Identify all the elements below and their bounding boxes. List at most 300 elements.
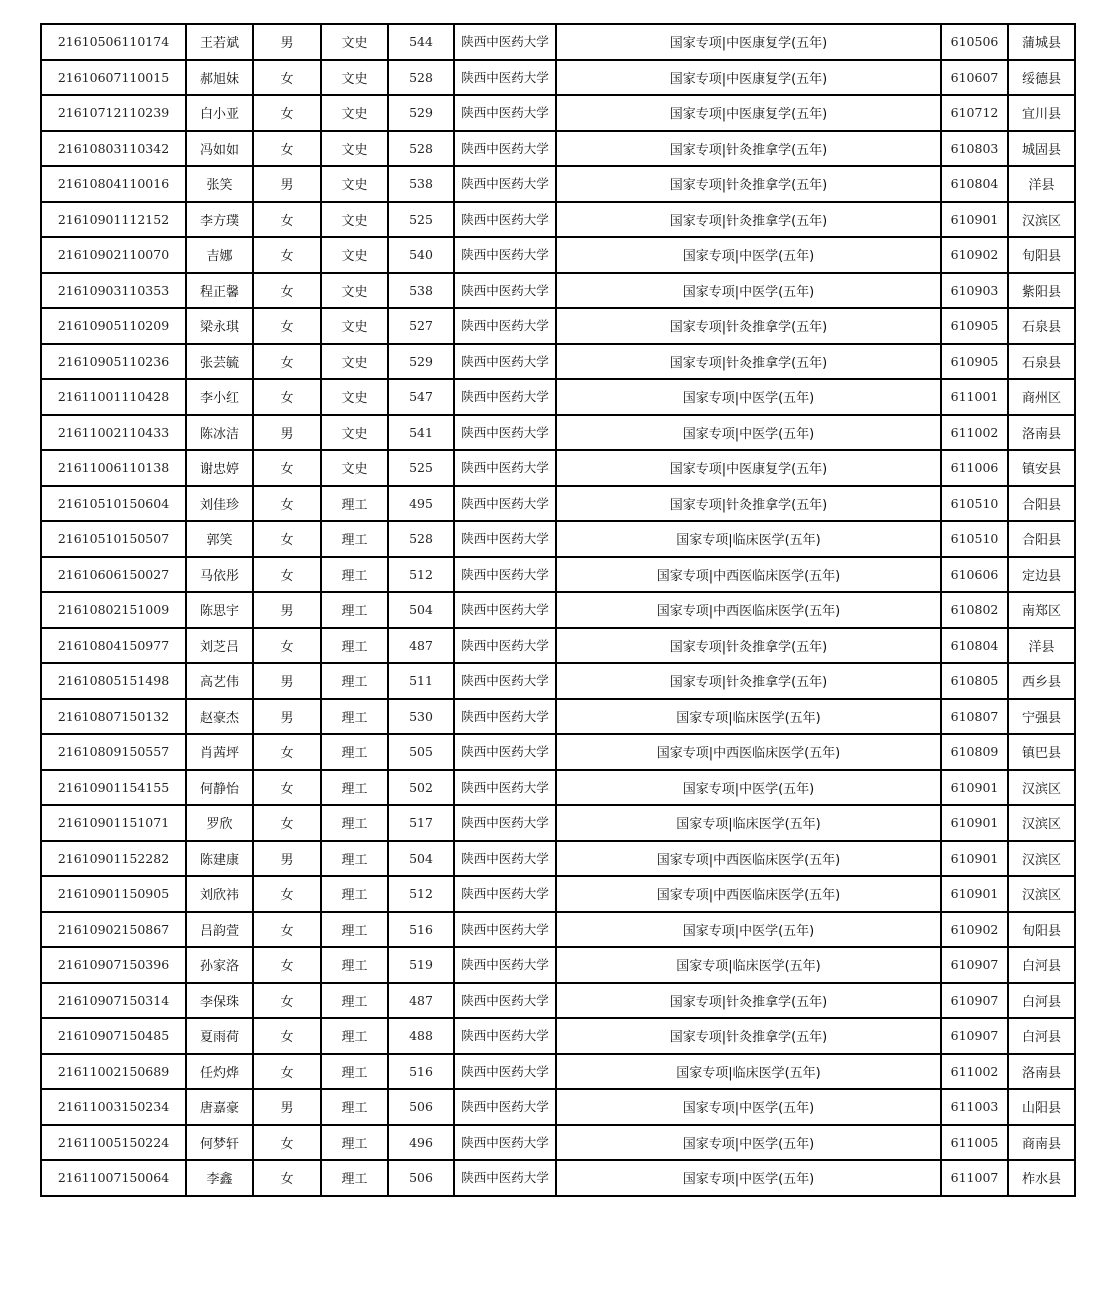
table-row	[41, 379, 1075, 415]
subject-category-cell: 文史	[321, 95, 388, 131]
subject-category-cell: 文史	[321, 60, 388, 96]
university-cell: 陕西中医药大学	[454, 983, 556, 1019]
table-row	[41, 841, 1075, 877]
subject-category-cell: 文史	[321, 308, 388, 344]
student-name-cell: 任灼烨	[186, 1054, 253, 1090]
student-name-cell: 陈冰洁	[186, 415, 253, 451]
subject-category-cell: 文史	[321, 237, 388, 273]
table-row	[41, 486, 1075, 522]
exam-id-cell: 21610510150507	[41, 521, 186, 557]
gender-cell: 女	[253, 805, 321, 841]
county-cell: 白河县	[1008, 1018, 1075, 1054]
student-name-cell: 夏雨荷	[186, 1018, 253, 1054]
major-cell: 国家专项|中西医临床医学(五年)	[556, 592, 941, 628]
student-name-cell: 何静怡	[186, 770, 253, 806]
gender-cell: 男	[253, 699, 321, 735]
score-cell: 495	[388, 486, 454, 522]
score-cell: 504	[388, 592, 454, 628]
major-cell: 国家专项|中医康复学(五年)	[556, 450, 941, 486]
student-name-cell: 陈建康	[186, 841, 253, 877]
subject-category-cell: 理工	[321, 628, 388, 664]
university-cell: 陕西中医药大学	[454, 379, 556, 415]
gender-cell: 女	[253, 1160, 321, 1196]
county-cell: 汉滨区	[1008, 805, 1075, 841]
student-name-cell: 李鑫	[186, 1160, 253, 1196]
region-code-cell: 610902	[941, 237, 1008, 273]
region-code-cell: 611005	[941, 1125, 1008, 1161]
university-cell: 陕西中医药大学	[454, 95, 556, 131]
county-cell: 白河县	[1008, 947, 1075, 983]
university-cell: 陕西中医药大学	[454, 912, 556, 948]
student-name-cell: 刘佳珍	[186, 486, 253, 522]
county-cell: 柞水县	[1008, 1160, 1075, 1196]
exam-id-cell: 21610809150557	[41, 734, 186, 770]
student-name-cell: 王若斌	[186, 24, 253, 60]
gender-cell: 男	[253, 663, 321, 699]
subject-category-cell: 理工	[321, 1018, 388, 1054]
subject-category-cell: 理工	[321, 947, 388, 983]
score-cell: 544	[388, 24, 454, 60]
student-name-cell: 冯如如	[186, 131, 253, 167]
gender-cell: 女	[253, 486, 321, 522]
exam-id-cell: 21610805151498	[41, 663, 186, 699]
university-cell: 陕西中医药大学	[454, 841, 556, 877]
exam-id-cell: 21610803110342	[41, 131, 186, 167]
student-name-cell: 肖茜坪	[186, 734, 253, 770]
university-cell: 陕西中医药大学	[454, 734, 556, 770]
subject-category-cell: 文史	[321, 202, 388, 238]
subject-category-cell: 理工	[321, 1089, 388, 1125]
gender-cell: 男	[253, 1089, 321, 1125]
exam-id-cell: 21610905110209	[41, 308, 186, 344]
table-row	[41, 628, 1075, 664]
table-row	[41, 415, 1075, 451]
county-cell: 汉滨区	[1008, 770, 1075, 806]
gender-cell: 女	[253, 95, 321, 131]
county-cell: 合阳县	[1008, 521, 1075, 557]
county-cell: 山阳县	[1008, 1089, 1075, 1125]
subject-category-cell: 文史	[321, 450, 388, 486]
county-cell: 镇巴县	[1008, 734, 1075, 770]
subject-category-cell: 理工	[321, 841, 388, 877]
score-cell: 496	[388, 1125, 454, 1161]
county-cell: 旬阳县	[1008, 237, 1075, 273]
score-cell: 525	[388, 450, 454, 486]
score-cell: 530	[388, 699, 454, 735]
region-code-cell: 610809	[941, 734, 1008, 770]
major-cell: 国家专项|针灸推拿学(五年)	[556, 1018, 941, 1054]
table-row	[41, 805, 1075, 841]
student-name-cell: 程正馨	[186, 273, 253, 309]
university-cell: 陕西中医药大学	[454, 308, 556, 344]
table-row	[41, 557, 1075, 593]
subject-category-cell: 理工	[321, 557, 388, 593]
gender-cell: 女	[253, 379, 321, 415]
student-name-cell: 高艺伟	[186, 663, 253, 699]
admission-table	[40, 23, 1076, 1197]
university-cell: 陕西中医药大学	[454, 947, 556, 983]
score-cell: 541	[388, 415, 454, 451]
university-cell: 陕西中医药大学	[454, 1054, 556, 1090]
subject-category-cell: 理工	[321, 1125, 388, 1161]
table-row	[41, 663, 1075, 699]
major-cell: 国家专项|中医学(五年)	[556, 273, 941, 309]
gender-cell: 女	[253, 60, 321, 96]
region-code-cell: 610510	[941, 486, 1008, 522]
county-cell: 宜川县	[1008, 95, 1075, 131]
score-cell: 525	[388, 202, 454, 238]
university-cell: 陕西中医药大学	[454, 876, 556, 912]
student-name-cell: 马依彤	[186, 557, 253, 593]
subject-category-cell: 文史	[321, 379, 388, 415]
subject-category-cell: 文史	[321, 24, 388, 60]
exam-id-cell: 21610807150132	[41, 699, 186, 735]
region-code-cell: 610804	[941, 166, 1008, 202]
exam-id-cell: 21610901152282	[41, 841, 186, 877]
region-code-cell: 610807	[941, 699, 1008, 735]
exam-id-cell: 21610901150905	[41, 876, 186, 912]
gender-cell: 女	[253, 273, 321, 309]
exam-id-cell: 21611005150224	[41, 1125, 186, 1161]
region-code-cell: 610510	[941, 521, 1008, 557]
university-cell: 陕西中医药大学	[454, 237, 556, 273]
score-cell: 528	[388, 521, 454, 557]
subject-category-cell: 理工	[321, 1160, 388, 1196]
score-cell: 504	[388, 841, 454, 877]
score-cell: 502	[388, 770, 454, 806]
table-row	[41, 95, 1075, 131]
region-code-cell: 610804	[941, 628, 1008, 664]
subject-category-cell: 理工	[321, 805, 388, 841]
score-cell: 512	[388, 557, 454, 593]
table-row	[41, 308, 1075, 344]
exam-id-cell: 21610712110239	[41, 95, 186, 131]
gender-cell: 女	[253, 947, 321, 983]
county-cell: 洛南县	[1008, 1054, 1075, 1090]
region-code-cell: 610606	[941, 557, 1008, 593]
student-name-cell: 李保珠	[186, 983, 253, 1019]
exam-id-cell: 21610506110174	[41, 24, 186, 60]
score-cell: 538	[388, 273, 454, 309]
major-cell: 国家专项|针灸推拿学(五年)	[556, 663, 941, 699]
university-cell: 陕西中医药大学	[454, 1160, 556, 1196]
exam-id-cell: 21610802151009	[41, 592, 186, 628]
county-cell: 定边县	[1008, 557, 1075, 593]
table-row	[41, 131, 1075, 167]
region-code-cell: 610901	[941, 202, 1008, 238]
major-cell: 国家专项|临床医学(五年)	[556, 699, 941, 735]
university-cell: 陕西中医药大学	[454, 557, 556, 593]
gender-cell: 女	[253, 912, 321, 948]
gender-cell: 男	[253, 24, 321, 60]
gender-cell: 女	[253, 557, 321, 593]
major-cell: 国家专项|中医学(五年)	[556, 379, 941, 415]
table-row	[41, 60, 1075, 96]
score-cell: 512	[388, 876, 454, 912]
gender-cell: 女	[253, 983, 321, 1019]
exam-id-cell: 21611007150064	[41, 1160, 186, 1196]
major-cell: 国家专项|中医学(五年)	[556, 1125, 941, 1161]
exam-id-cell: 21611006110138	[41, 450, 186, 486]
major-cell: 国家专项|中西医临床医学(五年)	[556, 734, 941, 770]
region-code-cell: 611002	[941, 415, 1008, 451]
exam-id-cell: 21610905110236	[41, 344, 186, 380]
exam-id-cell: 21610901151071	[41, 805, 186, 841]
region-code-cell: 610805	[941, 663, 1008, 699]
university-cell: 陕西中医药大学	[454, 805, 556, 841]
county-cell: 城固县	[1008, 131, 1075, 167]
table-row	[41, 770, 1075, 806]
gender-cell: 男	[253, 415, 321, 451]
county-cell: 汉滨区	[1008, 841, 1075, 877]
exam-id-cell: 21610902110070	[41, 237, 186, 273]
gender-cell: 男	[253, 166, 321, 202]
region-code-cell: 610802	[941, 592, 1008, 628]
table-row	[41, 1089, 1075, 1125]
subject-category-cell: 理工	[321, 734, 388, 770]
student-name-cell: 陈思宇	[186, 592, 253, 628]
region-code-cell: 611007	[941, 1160, 1008, 1196]
region-code-cell: 611002	[941, 1054, 1008, 1090]
table-row	[41, 202, 1075, 238]
subject-category-cell: 理工	[321, 592, 388, 628]
subject-category-cell: 理工	[321, 521, 388, 557]
major-cell: 国家专项|中西医临床医学(五年)	[556, 557, 941, 593]
major-cell: 国家专项|中医康复学(五年)	[556, 60, 941, 96]
university-cell: 陕西中医药大学	[454, 592, 556, 628]
major-cell: 国家专项|中西医临床医学(五年)	[556, 876, 941, 912]
table-row	[41, 166, 1075, 202]
university-cell: 陕西中医药大学	[454, 521, 556, 557]
major-cell: 国家专项|临床医学(五年)	[556, 1054, 941, 1090]
region-code-cell: 610907	[941, 1018, 1008, 1054]
county-cell: 石泉县	[1008, 308, 1075, 344]
table-row	[41, 876, 1075, 912]
exam-id-cell: 21610907150314	[41, 983, 186, 1019]
gender-cell: 女	[253, 308, 321, 344]
region-code-cell: 610907	[941, 947, 1008, 983]
gender-cell: 女	[253, 521, 321, 557]
county-cell: 汉滨区	[1008, 876, 1075, 912]
county-cell: 商南县	[1008, 1125, 1075, 1161]
subject-category-cell: 理工	[321, 663, 388, 699]
university-cell: 陕西中医药大学	[454, 1089, 556, 1125]
region-code-cell: 610607	[941, 60, 1008, 96]
student-name-cell: 郭笑	[186, 521, 253, 557]
region-code-cell: 610905	[941, 344, 1008, 380]
major-cell: 国家专项|针灸推拿学(五年)	[556, 628, 941, 664]
county-cell: 商州区	[1008, 379, 1075, 415]
score-cell: 529	[388, 95, 454, 131]
table-row	[41, 912, 1075, 948]
subject-category-cell: 文史	[321, 131, 388, 167]
table-row	[41, 237, 1075, 273]
region-code-cell: 611006	[941, 450, 1008, 486]
student-name-cell: 李小红	[186, 379, 253, 415]
subject-category-cell: 理工	[321, 983, 388, 1019]
score-cell: 487	[388, 628, 454, 664]
region-code-cell: 611003	[941, 1089, 1008, 1125]
subject-category-cell: 理工	[321, 912, 388, 948]
university-cell: 陕西中医药大学	[454, 1125, 556, 1161]
gender-cell: 女	[253, 202, 321, 238]
region-code-cell: 610712	[941, 95, 1008, 131]
county-cell: 石泉县	[1008, 344, 1075, 380]
region-code-cell: 610907	[941, 983, 1008, 1019]
major-cell: 国家专项|针灸推拿学(五年)	[556, 486, 941, 522]
gender-cell: 女	[253, 450, 321, 486]
table-row	[41, 344, 1075, 380]
county-cell: 宁强县	[1008, 699, 1075, 735]
subject-category-cell: 文史	[321, 415, 388, 451]
major-cell: 国家专项|中医学(五年)	[556, 237, 941, 273]
major-cell: 国家专项|中医康复学(五年)	[556, 95, 941, 131]
university-cell: 陕西中医药大学	[454, 628, 556, 664]
major-cell: 国家专项|中医学(五年)	[556, 912, 941, 948]
gender-cell: 女	[253, 131, 321, 167]
table-row	[41, 734, 1075, 770]
region-code-cell: 610902	[941, 912, 1008, 948]
county-cell: 旬阳县	[1008, 912, 1075, 948]
university-cell: 陕西中医药大学	[454, 131, 556, 167]
table-row	[41, 1160, 1075, 1196]
county-cell: 合阳县	[1008, 486, 1075, 522]
student-name-cell: 刘欣祎	[186, 876, 253, 912]
major-cell: 国家专项|针灸推拿学(五年)	[556, 344, 941, 380]
table-row	[41, 983, 1075, 1019]
exam-id-cell: 21610607110015	[41, 60, 186, 96]
score-cell: 488	[388, 1018, 454, 1054]
gender-cell: 女	[253, 1018, 321, 1054]
subject-category-cell: 理工	[321, 1054, 388, 1090]
exam-id-cell: 21611002110433	[41, 415, 186, 451]
region-code-cell: 610901	[941, 876, 1008, 912]
exam-id-cell: 21610901154155	[41, 770, 186, 806]
major-cell: 国家专项|针灸推拿学(五年)	[556, 308, 941, 344]
table-row	[41, 947, 1075, 983]
exam-id-cell: 21610903110353	[41, 273, 186, 309]
student-name-cell: 张笑	[186, 166, 253, 202]
region-code-cell: 611001	[941, 379, 1008, 415]
score-cell: 528	[388, 60, 454, 96]
major-cell: 国家专项|临床医学(五年)	[556, 805, 941, 841]
score-cell: 511	[388, 663, 454, 699]
university-cell: 陕西中医药大学	[454, 699, 556, 735]
university-cell: 陕西中医药大学	[454, 24, 556, 60]
gender-cell: 女	[253, 876, 321, 912]
score-cell: 547	[388, 379, 454, 415]
university-cell: 陕西中医药大学	[454, 1018, 556, 1054]
score-cell: 529	[388, 344, 454, 380]
major-cell: 国家专项|临床医学(五年)	[556, 521, 941, 557]
exam-id-cell: 21610804110016	[41, 166, 186, 202]
gender-cell: 女	[253, 1054, 321, 1090]
university-cell: 陕西中医药大学	[454, 60, 556, 96]
student-name-cell: 赵豪杰	[186, 699, 253, 735]
county-cell: 绥德县	[1008, 60, 1075, 96]
region-code-cell: 610901	[941, 770, 1008, 806]
student-name-cell: 白小亚	[186, 95, 253, 131]
major-cell: 国家专项|中医康复学(五年)	[556, 24, 941, 60]
region-code-cell: 610901	[941, 841, 1008, 877]
county-cell: 汉滨区	[1008, 202, 1075, 238]
student-name-cell: 李方璞	[186, 202, 253, 238]
major-cell: 国家专项|针灸推拿学(五年)	[556, 131, 941, 167]
table-row	[41, 273, 1075, 309]
score-cell: 527	[388, 308, 454, 344]
student-name-cell: 吕韵萱	[186, 912, 253, 948]
university-cell: 陕西中医药大学	[454, 415, 556, 451]
subject-category-cell: 理工	[321, 876, 388, 912]
gender-cell: 女	[253, 734, 321, 770]
exam-id-cell: 21610907150396	[41, 947, 186, 983]
region-code-cell: 610901	[941, 805, 1008, 841]
subject-category-cell: 文史	[321, 344, 388, 380]
university-cell: 陕西中医药大学	[454, 166, 556, 202]
gender-cell: 女	[253, 1125, 321, 1161]
major-cell: 国家专项|中医学(五年)	[556, 1089, 941, 1125]
county-cell: 西乡县	[1008, 663, 1075, 699]
table-row	[41, 24, 1075, 60]
major-cell: 国家专项|临床医学(五年)	[556, 947, 941, 983]
exam-id-cell: 21610510150604	[41, 486, 186, 522]
exam-id-cell: 21611002150689	[41, 1054, 186, 1090]
student-name-cell: 唐嘉豪	[186, 1089, 253, 1125]
region-code-cell: 610803	[941, 131, 1008, 167]
county-cell: 南郑区	[1008, 592, 1075, 628]
gender-cell: 女	[253, 344, 321, 380]
exam-id-cell: 21611003150234	[41, 1089, 186, 1125]
major-cell: 国家专项|中医学(五年)	[556, 1160, 941, 1196]
exam-id-cell: 21610901112152	[41, 202, 186, 238]
score-cell: 517	[388, 805, 454, 841]
exam-id-cell: 21611001110428	[41, 379, 186, 415]
table-row	[41, 592, 1075, 628]
exam-id-cell: 21610902150867	[41, 912, 186, 948]
major-cell: 国家专项|针灸推拿学(五年)	[556, 166, 941, 202]
student-name-cell: 梁永琪	[186, 308, 253, 344]
student-name-cell: 郝旭妹	[186, 60, 253, 96]
table-row	[41, 1125, 1075, 1161]
university-cell: 陕西中医药大学	[454, 663, 556, 699]
student-name-cell: 谢忠婷	[186, 450, 253, 486]
county-cell: 蒲城县	[1008, 24, 1075, 60]
table-body	[41, 24, 1075, 1196]
major-cell: 国家专项|中医学(五年)	[556, 415, 941, 451]
score-cell: 506	[388, 1089, 454, 1125]
student-name-cell: 罗欣	[186, 805, 253, 841]
major-cell: 国家专项|针灸推拿学(五年)	[556, 983, 941, 1019]
table-row	[41, 450, 1075, 486]
subject-category-cell: 理工	[321, 699, 388, 735]
score-cell: 506	[388, 1160, 454, 1196]
gender-cell: 男	[253, 841, 321, 877]
subject-category-cell: 文史	[321, 166, 388, 202]
university-cell: 陕西中医药大学	[454, 486, 556, 522]
county-cell: 白河县	[1008, 983, 1075, 1019]
table-row	[41, 699, 1075, 735]
major-cell: 国家专项|中医学(五年)	[556, 770, 941, 806]
major-cell: 国家专项|中西医临床医学(五年)	[556, 841, 941, 877]
score-cell: 487	[388, 983, 454, 1019]
table-row	[41, 521, 1075, 557]
gender-cell: 女	[253, 237, 321, 273]
region-code-cell: 610903	[941, 273, 1008, 309]
region-code-cell: 610506	[941, 24, 1008, 60]
exam-id-cell: 21610907150485	[41, 1018, 186, 1054]
subject-category-cell: 理工	[321, 770, 388, 806]
score-cell: 516	[388, 912, 454, 948]
